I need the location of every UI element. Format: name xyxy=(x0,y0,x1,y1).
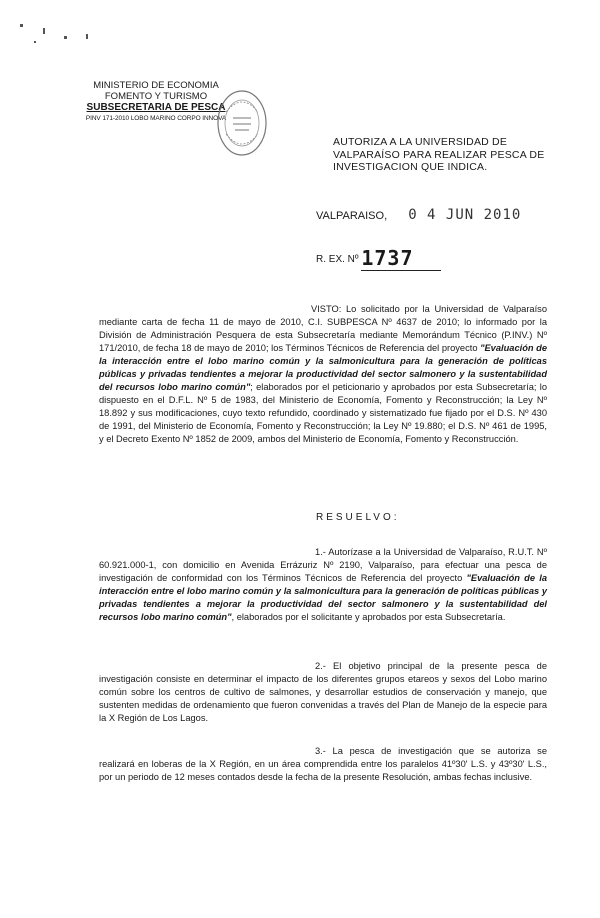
article-1-paragraph xyxy=(99,546,547,624)
ministry-line-2: FOMENTO Y TURISMO xyxy=(104,91,208,102)
scan-speck xyxy=(86,34,88,39)
article-2-text: 2.- El objetivo principal de la presente pesca de investigación consiste en determinar el impacto de los diferentes grupos etareos y sexos del Lobo marino común sobre los centros de cultivo de salmones, y desarrollar estudios de conservación y manejo, que sustenten medidas de ordenamiento que fueron convenidas a través del Plan de Manejo de la especie para la X Región de Los Lagos. xyxy=(99,661,547,723)
article-1-project-title: "Evaluación de la interacción entre el lobo marino común y la salmonicultura para la generación de políticas públicas y privadas tendientes a mejorar la productividad del sector salmonero y la sustentabilidad del recursos lobo marino común" xyxy=(99,573,547,622)
resuelvo-heading: RESUELVO: xyxy=(316,512,400,523)
date-stamp: 0 4 JUN 2010 xyxy=(408,207,522,223)
visto-paragraph xyxy=(99,303,547,446)
rex-label: R. EX. Nº xyxy=(316,254,359,265)
rex-number: 1737 xyxy=(361,246,441,271)
visto-text-2: ; elaborados por el peticionario y aprobados por esta Subsecretaría; lo dispuesto en el D.F.L. Nº 5 de 1983, del Ministerio de Economía, Fomento y Reconstrucción; la Ley Nº 18.892 y sus modificaciones, cuyo texto refundido, coordinado y sistematizado fue fijado por el D.S. Nº 430 de 1991, del Ministerio de Economía, Fomento y Reconstrucción; la Ley Nº 19.880; el D.S. Nº 461 de 1995, y el Decreto Exento Nº 1852 de 2009, ambos del Ministerio de Economía, Fomento y Reconstrucción. xyxy=(99,382,547,444)
resolution-title: AUTORIZA A LA UNIVERSIDAD DE VALPARAÍSO PARA REALIZAR PESCA DE INVESTIGACION QUE INDICA. xyxy=(333,136,545,173)
subsecretaria-line: SUBSECRETARIA DE PESCA xyxy=(86,102,226,113)
scan-speck xyxy=(64,36,67,39)
article-1-text-1: 1.- Autorízase a la Universidad de Valparaíso, R.U.T. Nº 60.921.000-1, con domicilio en Avenida Errázuriz Nº 2190, Valparaíso, para efectuar una pesca de investigación de conformidad con los Términos Técnicos de Referencia del proyecto xyxy=(99,547,547,583)
article-3-text: 3.- La pesca de investigación que se autoriza se realizará en loberas de la X Región, en un área comprendida entre los paralelos 41º30' L.S. y 43º30' L.S., por un periodo de 12 meses contados desde la fecha de la presente Resolución, ambas fechas inclusive. xyxy=(99,746,547,782)
place-label: VALPARAISO, xyxy=(316,210,388,222)
scan-speck xyxy=(34,41,36,43)
scan-speck xyxy=(43,28,45,34)
visto-project-title: "Evaluación de la interacción entre el lobo marino común y la salmonicultura para la generación de políticas públicas y privadas tendientes a mejorar la productividad del sector salmonero y la sustentabilidad del recursos lobo marino común" xyxy=(99,343,548,392)
article-3-paragraph xyxy=(99,745,547,784)
visto-text-1: VISTO: Lo solicitado por la Universidad de Valparaíso mediante carta de fecha 11 de mayo de 2010, C.I. SUBPESCA Nº 4637 de 2010; lo informado por la División de Administración Pesquera de esta Subsecretaría mediante Memorándum Técnico (P.INV.) Nº 171/2010, de fecha 18 de mayo de 2010; los Términos Técnicos de Referencia del proyecto xyxy=(99,304,547,353)
ministry-line-1: MINISTERIO DE ECONOMIA xyxy=(93,80,219,91)
document-code: PINV 171-2010 LOBO MARINO CORPO INNOVA xyxy=(85,115,227,122)
scan-speck xyxy=(20,24,23,27)
article-1-text-2: , elaborados por el solicitante y aprobados por esta Subsecretaría. xyxy=(231,612,506,622)
resolution-number-line xyxy=(316,246,441,271)
place-date-line xyxy=(316,207,521,223)
article-2-paragraph xyxy=(99,660,547,725)
official-seal-stamp-icon xyxy=(212,86,272,160)
